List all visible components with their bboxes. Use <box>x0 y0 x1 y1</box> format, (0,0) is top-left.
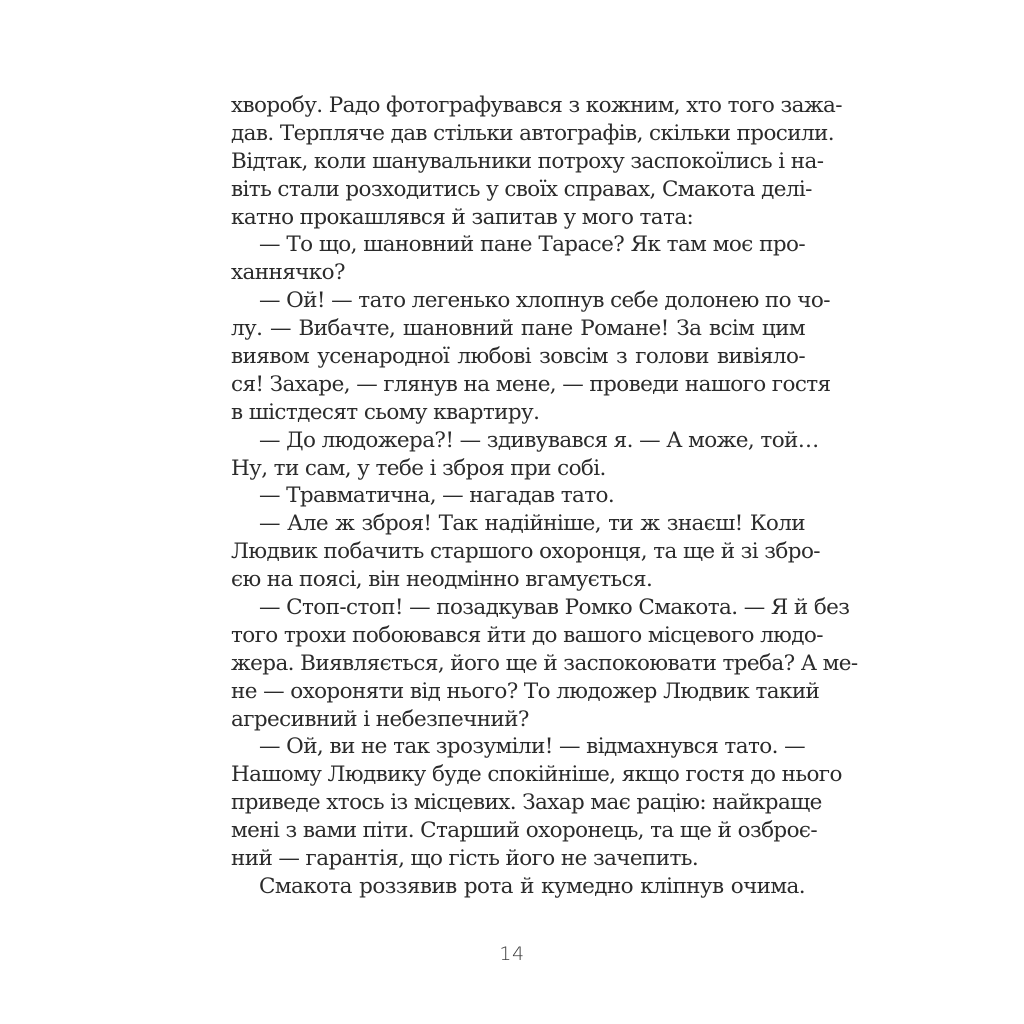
dialogue-line: — Але ж зброя! Так надійніше, ти ж знаєш! Коли <box>259 511 805 537</box>
text-line: Відтак, коли шанувальники потроху заспокоїлись і на- <box>231 148 824 174</box>
text-line: дав. Терпляче дав стільки автографів, скільки просили. <box>231 120 834 146</box>
text-line: ханнячко? <box>231 260 345 286</box>
text-line: мені з вами піти. Старший охоронець, та ще й озброє- <box>231 818 818 844</box>
text-line: єю на поясі, він неодмінно вгамується. <box>231 567 653 593</box>
text-line: хворобу. Радо фотографувався з кожним, хто того зажа- <box>231 93 842 118</box>
dialogue-line: — Травматична, — нагадав тато. <box>259 483 615 509</box>
text-line: виявом усенародної любові зовсім з голови вивіяло- <box>231 344 805 370</box>
dialogue-line: — Стоп-стоп! — позадкував Ромко Смакота. — Я й без <box>259 595 850 621</box>
text-line: в шістдесят сьому квартиру. <box>231 399 540 425</box>
text-line: Нашому Людвику буде спокійніше, якщо гостя до нього <box>231 762 842 788</box>
text-line: не — охороняти від нього? То людожер Людвик такий <box>231 678 820 704</box>
text-line: катно прокашлявся й запитав у мого тата: <box>231 204 694 230</box>
text-line: приведе хтось із місцевих. Захар має рацію: найкраще <box>231 790 822 816</box>
text-line: віть стали розходитись у своїх справах, Смакота делі- <box>231 176 812 202</box>
dialogue-line: — То що, шановний пане Тарасе? Як там моє про- <box>259 232 805 258</box>
text-line: лу. — Вибачте, шановний пане Романе! За всім цим <box>231 316 805 342</box>
text-line: ний — гарантія, що гість його не зачепить. <box>231 846 699 872</box>
dialogue-line: — Ой! — тато легенько хлопнув себе долонею по чо- <box>259 288 830 314</box>
body-text <box>231 92 858 901</box>
paragraph-line: Смакота роззявив рота й кумедно кліпнув очима. <box>259 873 805 899</box>
page-number: 14 <box>499 943 525 965</box>
text-line: жера. Виявляється, його ще й заспокоювати треба? А ме- <box>231 650 858 676</box>
text-line: агресивний і небезпечний? <box>231 706 529 732</box>
text-line: ся! Захаре, — глянув на мене, — проведи нашого гостя <box>231 371 831 397</box>
dialogue-line: — Ой, ви не так зрозуміли! — відмахнувся тато. — <box>259 734 805 760</box>
dialogue-line: — До людожера?! — здивувався я. — А може, той… <box>259 427 819 453</box>
text-line: Людвик побачить старшого охоронця, та ще й зі збро- <box>231 539 820 565</box>
text-line: того трохи побоювався йти до вашого місцевого людо- <box>231 622 823 648</box>
text-line: Ну, ти сам, у тебе і зброя при собі. <box>231 455 606 481</box>
